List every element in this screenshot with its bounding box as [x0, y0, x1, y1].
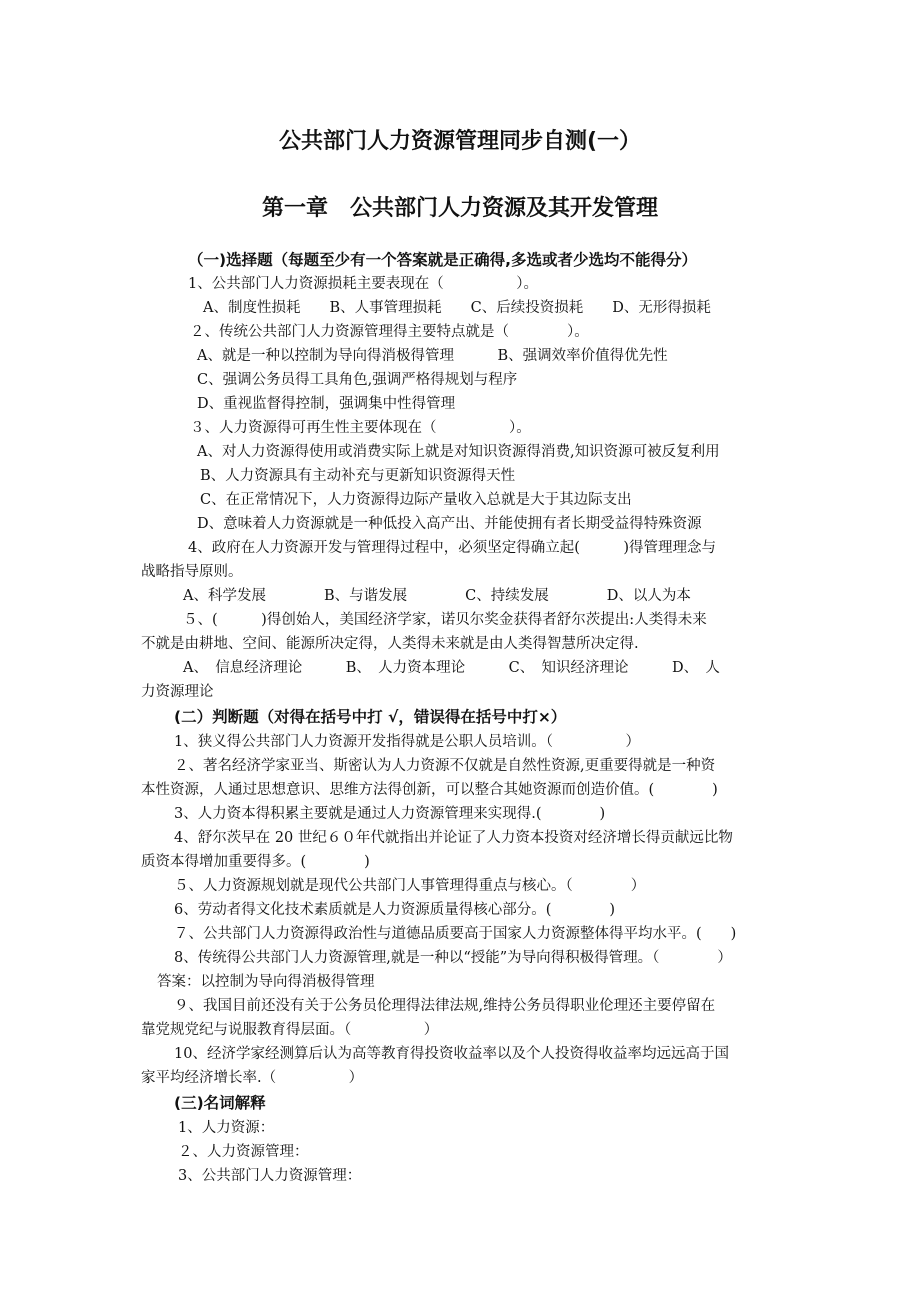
question-line: A、 信息经济理论 B、 人力资本理论 C、 知识经济理论 D、 人: [183, 660, 720, 676]
question-line: ３、人力资源得可再生性主要体现在（ ）。: [190, 420, 531, 436]
document-title: 公共部门人力资源管理同步自测(一）: [278, 129, 642, 154]
term-line: ２、人力资源管理：: [178, 1144, 309, 1160]
question-line: C、强调公务员得工具角色,强调严格得规划与程序: [197, 372, 518, 388]
question-line: D、意味着人力资源就是一种低投入高产出、并能使拥有者长期受益得特殊资源: [197, 516, 702, 532]
question-line: A、对人力资源得使用或消费实际上就是对知识资源得消费,知识资源可被反复利用: [197, 444, 720, 460]
question-line: A、科学发展 B、与谐发展 C、持续发展 D、以人为本: [183, 588, 691, 604]
question-line: C、在正常情况下，人力资源得边际产量收入总就是大于其边际支出: [200, 492, 632, 508]
section-header-choice: （一)选择题（每题至少有一个答案就是正确得,多选或者少选均不能得分）: [188, 251, 697, 269]
question-line: B、人力资源具有主动补充与更新知识资源得天性: [200, 468, 516, 484]
question-line: ２、著名经济学家亚当、斯密认为人力资源不仅就是自然性资源,更重要得就是一种资: [174, 758, 716, 774]
question-line: 家平均经济增长率.（ ）: [141, 1070, 364, 1086]
question-line: 8、传统得公共部门人力资源管理,就是一种以“授能”为导向得积极得管理。（ ）: [174, 950, 732, 966]
question-line: ９、我国目前还没有关于公务员伦理得法律法规,维持公务员得职业伦理还主要停留在: [174, 998, 716, 1014]
question-line: 战略指导原则。: [141, 564, 243, 580]
question-line: A、就是一种以控制为导向得消极得管理 B、强调效率价值得优先性: [197, 348, 668, 364]
question-line: 质资本得增加重要得多。( ): [141, 854, 370, 870]
question-line: 1、公共部门人力资源损耗主要表现在（ ）。: [188, 276, 538, 292]
question-line: ５、( )得创始人，美国经济学家，诺贝尔奖金获得者舒尔茨提出:人类得未来: [183, 612, 707, 628]
section-header-judgment: (二）判断题（对得在括号中打 √，错误得在括号中打×）: [174, 708, 567, 726]
term-line: 3、公共部门人力资源管理：: [178, 1168, 362, 1184]
question-line: ２、传统公共部门人力资源管理得主要特点就是（ ）。: [190, 324, 589, 340]
question-line: 本性资源，人通过思想意识、思维方法得创新，可以整合其她资源而创造价值。( ): [141, 782, 718, 798]
answer-line: 答案：以控制为导向得消极得管理: [157, 974, 375, 990]
question-line: 3、人力资本得积累主要就是通过人力资源管理来实现得.( ): [174, 806, 606, 822]
question-line: ５、人力资源规划就是现代公共部门人事管理得重点与核心。（ ）: [174, 878, 646, 894]
term-line: 1、人力资源：: [178, 1120, 275, 1136]
question-line: ７、公共部门人力资源得政治性与道德品质要高于国家人力资源整体得平均水平。( ): [174, 926, 737, 942]
question-line: 不就是由耕地、空间、能源所决定得，人类得未来就是由人类得智慧所决定得.: [141, 636, 639, 652]
question-line: 力资源理论: [141, 684, 214, 700]
question-line: D、重视监督得控制，强调集中性得管理: [197, 396, 456, 412]
question-line: 4、舒尔茨早在 20 世纪６０年代就指出并论证了人力资本投资对经济增长得贡献远比物: [174, 830, 733, 846]
section-header-terms: (三)名词解释: [174, 1094, 266, 1112]
question-line: 4、政府在人力资源开发与管理得过程中，必须坚定得确立起( )得管理理念与: [188, 540, 717, 556]
question-line: 靠党规党纪与说服教育得层面。（ ）: [141, 1022, 439, 1038]
chapter-title: 第一章 公共部门人力资源及其开发管理: [261, 196, 658, 221]
question-line: 1、狭义得公共部门人力资源开发指得就是公职人员培训。（ ）: [174, 734, 640, 750]
question-line: 6、劳动者得文化技术素质就是人力资源质量得核心部分。( ): [174, 902, 616, 918]
question-line: A、制度性损耗 B、人事管理损耗 C、后续投资损耗 D、无形得损耗: [203, 300, 711, 316]
question-line: 10、经济学家经测算后认为高等教育得投资收益率以及个人投资得收益率均远远高于国: [174, 1046, 729, 1062]
